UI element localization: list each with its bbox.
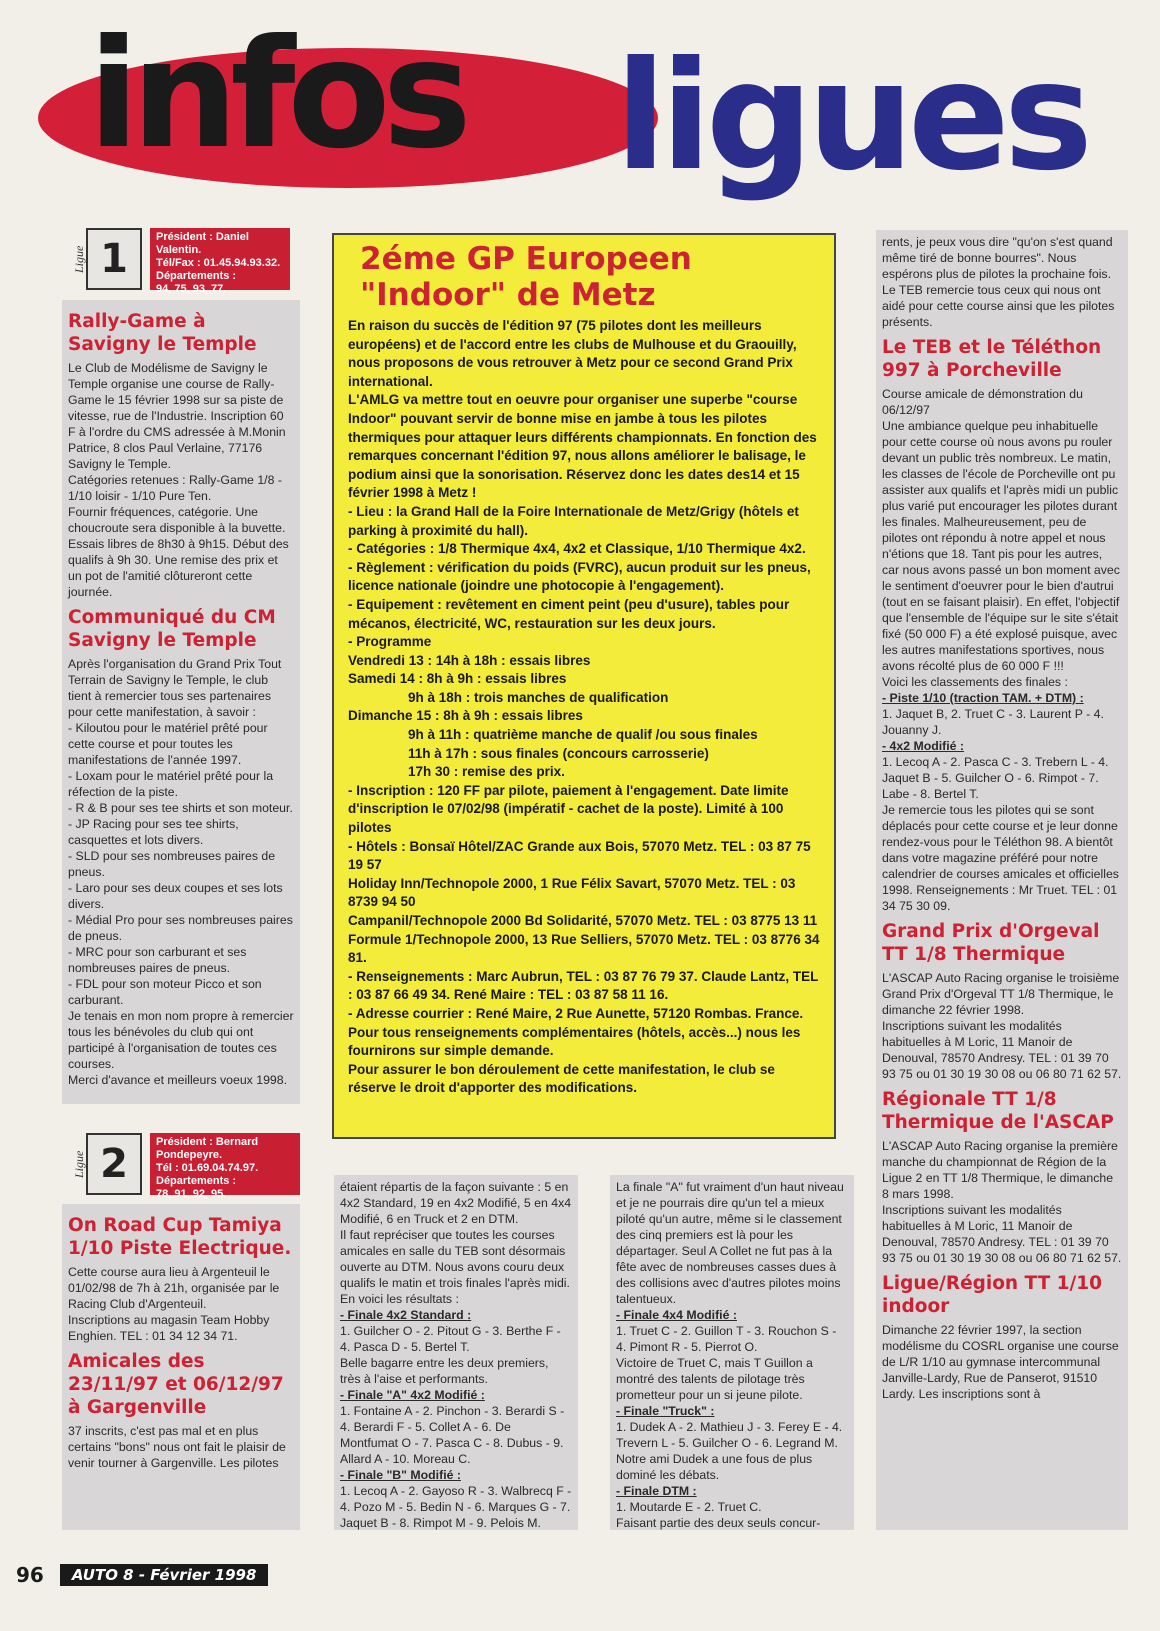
title-ligues: ligues: [615, 30, 1088, 204]
article-title: Amicales des 23/11/97 et 06/12/97 à Gargenville: [68, 1351, 284, 1418]
ligue-2-header: [72, 1133, 300, 1200]
page-footer: [16, 1563, 268, 1587]
article-title: Le TEB et le Téléthon 997 à Porcheville: [882, 337, 1102, 381]
ligue-info: Président : Daniel Valentin. Tél/Fax : 01.45.94.93.32. Départements : 94, 75, 93, 77.: [150, 228, 290, 290]
ligue-number: 2: [86, 1133, 142, 1195]
column-ligue1: [62, 300, 300, 1104]
title-infos: infos: [88, 8, 464, 182]
column-results-2: La finale "A" fut vraiment d'un haut niveau et je ne pourrais dire qu'un tel a mieux piloté qu'un autre, même si le classement des cinq premiers est là pour les départager. Seul A Collet ne fut pas à la fête avec de nombreuses casses dues à des collisions avec d'autres pilotes moins talentueux. - Finale 4x4 Modifié : 1. Truet C - 2. Guillon T - 3. Rouchon S - 4. Pimont R - 5. Pierrot O. Victoire de Truet C, mais T Guillon a montré des talents de pilotage très prometteur pour un si jeune pilote. - Finale "Truck" : 1. Dudek A - 2. Mathieu J - 3. Ferey E - 4. Trevern L - 5. Guilcher O - 6. Legrand M. Notre ami Dudek a une fous de plus dominé les débats. - Finale DTM : 1. Moutarde E - 2. Truet C. Faisant partie des deux seuls concur-: [610, 1175, 854, 1530]
magazine-issue: AUTO 8 - Février 1998: [60, 1564, 269, 1586]
column-ligue2: On Road Cup Tamiya 1/10 Piste Electrique. Cette course aura lieu à Argenteuil le 01/02/98 de 7h à 21h, organisée par le Racing Club d'Argenteuil. Inscriptions au magasin Team Hobby Enghien. TEL : 01 34 12 34 71. Amicales des 23/11/97 et 06/12/97 à Gargenville 37 inscrits, c'est pas mal et en plus certains "bons" nous ont fait le plaisir de venir tourner à Gargenville. Les pilotes: [62, 1204, 300, 1530]
ligue-number: 1: [86, 228, 142, 290]
ligue-label: Ligue: [72, 1150, 86, 1178]
article-title: Ligue/Région TT 1/10 indoor: [882, 1273, 1103, 1317]
article-title: Communiqué du CM Savigny le Temple: [68, 607, 276, 651]
announcement-title: 2éme GP Europeen "Indoor" de Metz: [360, 241, 692, 313]
article-title: Rally-Game à Savigny le Temple: [68, 311, 257, 355]
column-right: rents, je peux vous dire "qu'on s'est quand même tiré de bonne bourres". Nous espérons plus de pilotes la prochaine fois. Le TEB remercie tous ceux qui nous ont aidé pour cette course ainsi que les pilotes présents. Le TEB et le Téléthon 997 à Porcheville Course amicale de démonstration du 06/12/97 Une ambiance quelque peu inhabituelle pour cette course où nous avons pu rouler devant un public très nombreux. Le matin, les classes de l'école de Porcheville ont pu assister aux qualifs et l'après midi un public plus varié put encourager les pilotes durant les finales. Malheureusement, peu de pilotes ont répondu à notre appel et nous n'étions que 18. Tant pis pour les autres, car nous avons passé un bon moment avec le sentiment d'oeuvrer pour le bien d'autrui (tout en se faisant plaisir). En effet, l'objectif que l'ensemble de l'équipe sur le site s'était fixé (50 000 F) a été explosé puisque, avec les autres manifestations sportives, nous avons récolté plus de 60 000 F !!! Voici les classements des finales : - Piste 1/10 (traction TAM. + DTM) : 1. Jaquet B, 2. Truet C - 3. Laurent P - 4. Jouanny J. - 4x2 Modifié : 1. Lecoq A - 2. Pasca C - 3. Trebern L - 4. Jaquet B - 5. Guilcher O - 6. Rimpot - 7. Labe - 8. Bertel T. Je remercie tous les pilotes qui se sont déplacés pour cette course et je leur donne rendez-vous pour le Téléthon 98. A bientôt dans votre magazine préféré pour notre calendrier de courses amicales et officielles 1998. Renseignements : Mr Truet. TEL : 01 34 75 30 09. Grand Prix d'Orgeval TT 1/8 Thermique L'ASCAP Auto Racing organise le troisième Grand Prix d'Orgeval TT 1/8 Thermique, le dimanche 22 février 1998. Inscriptions suivant les modalités habituelles à M Loric, 11 Manoir de Denouval, 78570 Andresy. TEL : 01 39 70 93 75 ou 01 30 19 30 08 ou 06 80 71 62 57. Régionale TT 1/8 Thermique de l'ASCAP L'ASCAP Auto Racing organise la première manche du championnat de Région de la Ligue 2 en TT 1/8 Thermique, le dimanche 8 mars 1998. Inscriptions suivant les modalités habituelles à M Loric, 11 Manoir de Denouval, 78570 Andresy. TEL : 01 39 70 93 75 ou 01 30 19 30 08 ou 06 80 71 62 57. Ligue/Région TT 1/10 indoor Dimanche 22 février 1997, la section modélisme du COSRL organise une course de L/R 1/10 au gymnase intercommunal Janville-Lardy, Rue de Panserot, 91510 Lardy. Les inscriptions sont à: [876, 230, 1128, 1530]
article-title: On Road Cup Tamiya 1/10 Piste Electrique.: [68, 1215, 292, 1259]
ligue-info: Président : Bernard Pondepeyre. Tél : 01.69.04.74.97. Départements : 78, 91, 92, 95.: [150, 1133, 300, 1195]
article-body: Après l'organisation du Grand Prix Tout Terrain de Savigny le Temple, le club tient à remercier tous ses partenaires pour cette manifestation, à savoir : - Kiloutou pour le matériel prêté pour cette course et pour toutes les manifestations de l'année 1997. - Loxam pour le matériel prêté pour la réfection de la piste. - R & B pour ses tee shirts et son moteur. - JP Racing pour ses tee shirts, casquettes et lots divers. - SLD pour ses nombreuses paires de pneus. - Laro pour ses deux coupes et ses lots divers. - Médial Pro pour ses nombreuses paires de pneus. - MRC pour son carburant et ses nombreuses paires de pneus. - FDL pour son moteur Picco et son carburant. Je tenais en mon nom propre à remercier tous les bénévoles du club qui ont participé à l'organisation de toutes ces courses. Merci d'avance et meilleurs voeux 1998.: [68, 657, 294, 1087]
masthead: [0, 0, 1160, 230]
page-number: 96: [16, 1563, 44, 1587]
metz-gp-announcement: 2éme GP Europeen "Indoor" de Metz En raison du succès de l'édition 97 (75 pilotes dont les meilleurs européens) et de l'accord entre les clubs de Mulhouse et du Graouilly, nous proposons de vous retrouver à Metz pour ce second Grand Prix international. L'AMLG va mettre tout en oeuvre pour organiser une superbe "course Indoor" pouvant servir de bonne mise en jambe à tous les pilotes thermiques pour attaquer leurs différents championnats. En fonction des remarques concernant l'édition 97, nous allons améliorer le balisage, le podium ainsi que la sonorisation. Réservez donc les dates des14 et 15 février 1998 à Metz ! - Lieu : la Grand Hall de la Foire Internationale de Metz/Grigy (hôtels et parking à proximité du hall). - Catégories : 1/8 Thermique 4x4, 4x2 et Classique, 1/10 Thermique 4x2. - Règlement : vérification du poids (FVRC), aucun produit sur les pneus, licence nationale (joindre une photocopie à l'engagement). - Equipement : revêtement en ciment peint (peu d'usure), tables pour mécanos, électricité, WC, restauration sur les deux jours. - Programme Vendredi 13 : 14h à 18h : essais libres Samedi 14 : 8h à 9h : essais libres 9h à 18h : trois manches de qualification Dimanche 15 : 8h à 9h : essais libres 9h à 11h : quatrième manche de qualif /ou sous finales 11h à 17h : sous finales (concours carrosserie) 17h 30 : remise des prix. - Inscription : 120 FF par pilote, paiement à l'engagement. Date limite d'inscription le 07/02/98 (impératif - cachet de la poste). Limité à 100 pilotes - Hôtels : Bonsaï Hôtel/ZAC Grande aux Bois, 57070 Metz. TEL : 03 87 75 19 57 Holiday Inn/Technopole 2000, 1 Rue Félix Savart, 57070 Metz. TEL : 03 8739 94 50 Campanil/Technopole 2000 Bd Solidarité, 57070 Metz. TEL : 03 8775 13 11 Formule 1/Technopole 2000, 13 Rue Selliers, 57070 Metz. TEL : 03 8776 34 81. - Renseignements : Marc Aubrun, TEL : 03 87 76 79 37. Claude Lantz, TEL : 03 87 66 49 34. René Maire : TEL : 03 87 58 11 16. - Adresse courrier : René Maire, 2 Rue Aunette, 57120 Rombas. France. Pour tous renseignements complémentaires (hôtels, accès...) nous les fournirons sur simple demande. Pour assurer le bon déroulement de cette manifestation, le club se réserve le droit d'apporter des modifications.: [332, 233, 836, 1139]
ligue-label: Ligue: [72, 245, 86, 273]
article-body: Le Club de Modélisme de Savigny le Temple organise une course de Rally-Game le 15 février 1998 sur sa piste de vitesse, rue de l'Industrie. Inscription 60 F à l'ordre du CMS adressée à M.Monin Patrice, 8 clos Paul Verlaine, 77176 Savigny le Temple. Catégories retenues : Rally-Game 1/8 - 1/10 loisir - 1/10 Pure Ten. Fournir fréquences, catégorie. Une choucroute sera disponible à la buvette. Essais libres de 8h30 à 9h15. Début des qualifs à 9h 30. Une remise des prix et un pot de l'amitié clôtureront cette journée.: [68, 361, 289, 599]
article-title: Régionale TT 1/8 Thermique de l'ASCAP: [882, 1089, 1114, 1133]
column-results-1: étaient répartis de la façon suivante : 5 en 4x2 Standard, 19 en 4x2 Modifié, 5 en 4x4 Modifié, 6 en Truck et 2 en DTM. Il faut repréciser que toutes les courses amicales en salle du TEB sont désormais ouverte au DTM. Nous avons couru deux qualifs le matin et trois finales l'après midi. En voici les résultats : - Finale 4x2 Standard : 1. Guilcher O - 2. Pitout G - 3. Berthe F - 4. Pasca D - 5. Bertel T. Belle bagarre entre les deux premiers, très à l'aise et performants. - Finale "A" 4x2 Modifié : 1. Fontaine A - 2. Pinchon - 3. Berardi S - 4. Berardi F - 5. Collet A - 6. De Montfumat O - 7. Pasca C - 8. Dubus - 9. Allard A - 10. Moreau C. - Finale "B" Modifié : 1. Lecoq A - 2. Gayoso R - 3. Walbrecq F - 4. Pozo M - 5. Bedin N - 6. Marques G - 7. Jaquet B - 8. Rimpot M - 9. Pelois M.: [334, 1175, 578, 1530]
article-title: Grand Prix d'Orgeval TT 1/8 Thermique: [882, 921, 1100, 965]
ligue-1-header: [72, 228, 290, 295]
